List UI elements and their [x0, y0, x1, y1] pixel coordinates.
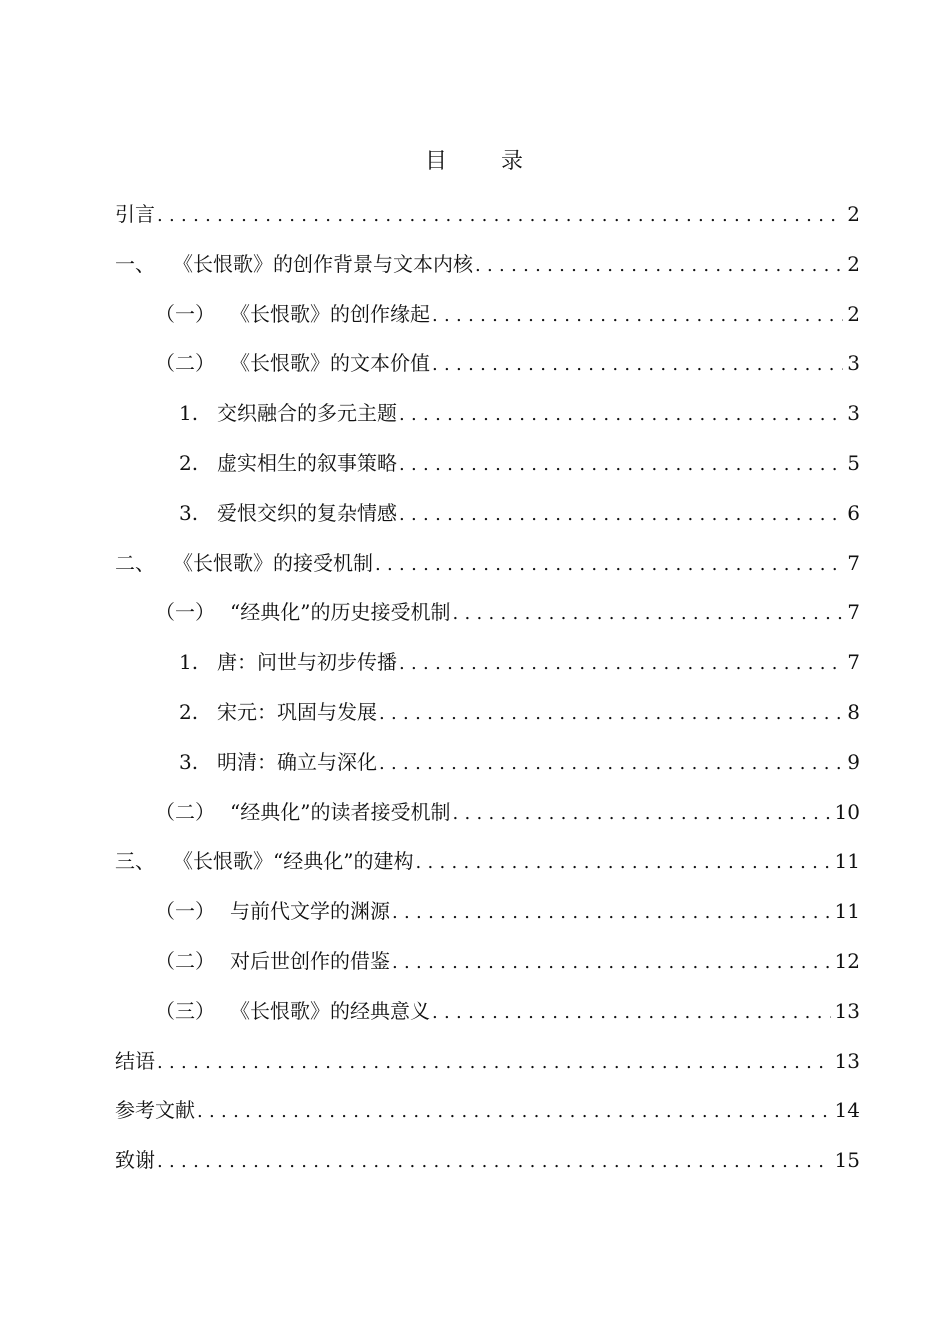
toc-dot-leader: [157, 1144, 831, 1180]
toc-entry[interactable]: [115, 1142, 860, 1192]
toc-entry-number: 2.: [179, 450, 199, 475]
toc-entry-number: （二）: [155, 948, 215, 973]
toc-entry-title: 与前代文学的渊源: [230, 899, 390, 924]
toc-page-number: 8: [847, 699, 860, 724]
toc-entry-title: “经典化”的读者接受机制: [230, 799, 451, 824]
toc-entry[interactable]: [115, 196, 860, 246]
toc-dot-leader: [432, 298, 843, 334]
toc-dot-leader: [392, 895, 831, 931]
toc-entry-title: 明清：确立与深化: [217, 749, 377, 774]
toc-entry-number: 一、: [115, 251, 155, 276]
toc-page-number: 15: [834, 1148, 860, 1173]
toc-entry-title: 爱恨交织的复杂情感: [217, 500, 397, 525]
toc-entry-number: （一）: [155, 899, 215, 924]
toc-page-number: 2: [847, 301, 860, 326]
toc-entry-title: 宋元：巩固与发展: [217, 699, 377, 724]
toc-entry-title: 唐：问世与初步传播: [217, 650, 397, 675]
toc-entry[interactable]: [115, 296, 860, 346]
toc-dot-leader: [379, 696, 843, 732]
toc-list: [115, 196, 860, 1192]
toc-page-number: 10: [834, 799, 860, 824]
toc-dot-leader: [157, 198, 843, 234]
toc-page-number: 6: [847, 500, 860, 525]
toc-page-number: 11: [834, 899, 860, 924]
toc-dot-leader: [432, 995, 831, 1031]
toc-entry-number: 3.: [179, 500, 199, 525]
toc-entry-title: 参考文献: [115, 1098, 195, 1123]
toc-entry-title: 《长恨歌》的经典意义: [230, 998, 430, 1023]
toc-entry[interactable]: [115, 744, 860, 794]
toc-entry[interactable]: [115, 246, 860, 296]
toc-entry[interactable]: [115, 345, 860, 395]
toc-entry-number: 3.: [179, 749, 199, 774]
toc-entry-number: （三）: [155, 998, 215, 1023]
toc-entry-number: 1.: [179, 650, 199, 675]
toc-dot-leader: [379, 746, 843, 782]
toc-entry[interactable]: [115, 694, 860, 744]
toc-entry-title: “经典化”的历史接受机制: [230, 600, 451, 625]
toc-page-number: 3: [847, 401, 860, 426]
toc-entry-title: 《长恨歌》“经典化”的建构: [173, 849, 414, 874]
toc-dot-leader: [452, 796, 830, 832]
toc-entry-number: （一）: [155, 600, 215, 625]
toc-entry-number: 1.: [179, 401, 199, 426]
toc-dot-leader: [399, 397, 843, 433]
toc-entry[interactable]: [115, 943, 860, 993]
toc-entry-title: 引言: [115, 202, 155, 226]
toc-page-number: 9: [847, 749, 860, 774]
toc-entry[interactable]: [115, 594, 860, 644]
toc-entry-title: 结语: [115, 1048, 155, 1073]
toc-dot-leader: [415, 845, 830, 881]
toc-page-number: 13: [834, 998, 860, 1023]
toc-entry-number: （一）: [155, 301, 215, 326]
toc-dot-leader: [399, 646, 843, 682]
toc-entry[interactable]: [115, 495, 860, 545]
toc-dot-leader: [432, 347, 843, 383]
toc-page-number: 12: [834, 948, 860, 973]
toc-entry-number: （二）: [155, 351, 215, 376]
toc-page-number: 14: [834, 1098, 860, 1123]
toc-page-number: 7: [847, 550, 860, 575]
toc-dot-leader: [392, 945, 831, 981]
toc-entry[interactable]: [115, 1092, 860, 1142]
toc-page-number: 13: [834, 1048, 860, 1073]
toc-entry-title: 《长恨歌》的文本价值: [230, 351, 430, 376]
toc-page-number: 2: [847, 202, 860, 226]
toc-entry[interactable]: [115, 445, 860, 495]
toc-entry-title: 虚实相生的叙事策略: [217, 450, 397, 475]
toc-dot-leader: [399, 497, 843, 533]
toc-entry[interactable]: [115, 1043, 860, 1093]
toc-title-right: 录: [501, 149, 526, 174]
toc-entry-title: 《长恨歌》的接受机制: [173, 550, 373, 575]
toc-entry-number: 二、: [115, 550, 155, 575]
toc-entry-title: 交织融合的多元主题: [217, 401, 397, 426]
toc-dot-leader: [157, 1045, 831, 1081]
toc-entry[interactable]: [115, 843, 860, 893]
toc-page-number: 11: [834, 849, 860, 874]
toc-entry-number: 2.: [179, 699, 199, 724]
toc-page-number: 7: [847, 650, 860, 675]
toc-dot-leader: [197, 1094, 831, 1130]
toc-dot-leader: [475, 248, 843, 284]
toc-entry[interactable]: [115, 794, 860, 844]
toc-dot-leader: [399, 447, 843, 483]
toc-entry-number: （二）: [155, 799, 215, 824]
toc-entry-title: 对后世创作的借鉴: [230, 948, 390, 973]
toc-entry-number: 三、: [115, 849, 155, 874]
toc-dot-leader: [452, 596, 843, 632]
toc-page-number: 5: [847, 450, 860, 475]
toc-entry[interactable]: [115, 545, 860, 595]
toc-entry-title: 《长恨歌》的创作缘起: [230, 301, 430, 326]
toc-entry[interactable]: [115, 644, 860, 694]
toc-entry[interactable]: [115, 395, 860, 445]
toc-entry[interactable]: [115, 893, 860, 943]
toc-page-number: 7: [847, 600, 860, 625]
toc-entry-title: 《长恨歌》的创作背景与文本内核: [173, 251, 473, 276]
toc-page-number: 2: [847, 251, 860, 276]
toc-page-number: 3: [847, 351, 860, 376]
toc-title-left: 目: [424, 149, 449, 174]
toc-entry-title: 致谢: [115, 1148, 155, 1173]
toc-entry[interactable]: [115, 993, 860, 1043]
toc-dot-leader: [375, 547, 843, 583]
toc-title: [0, 146, 950, 178]
